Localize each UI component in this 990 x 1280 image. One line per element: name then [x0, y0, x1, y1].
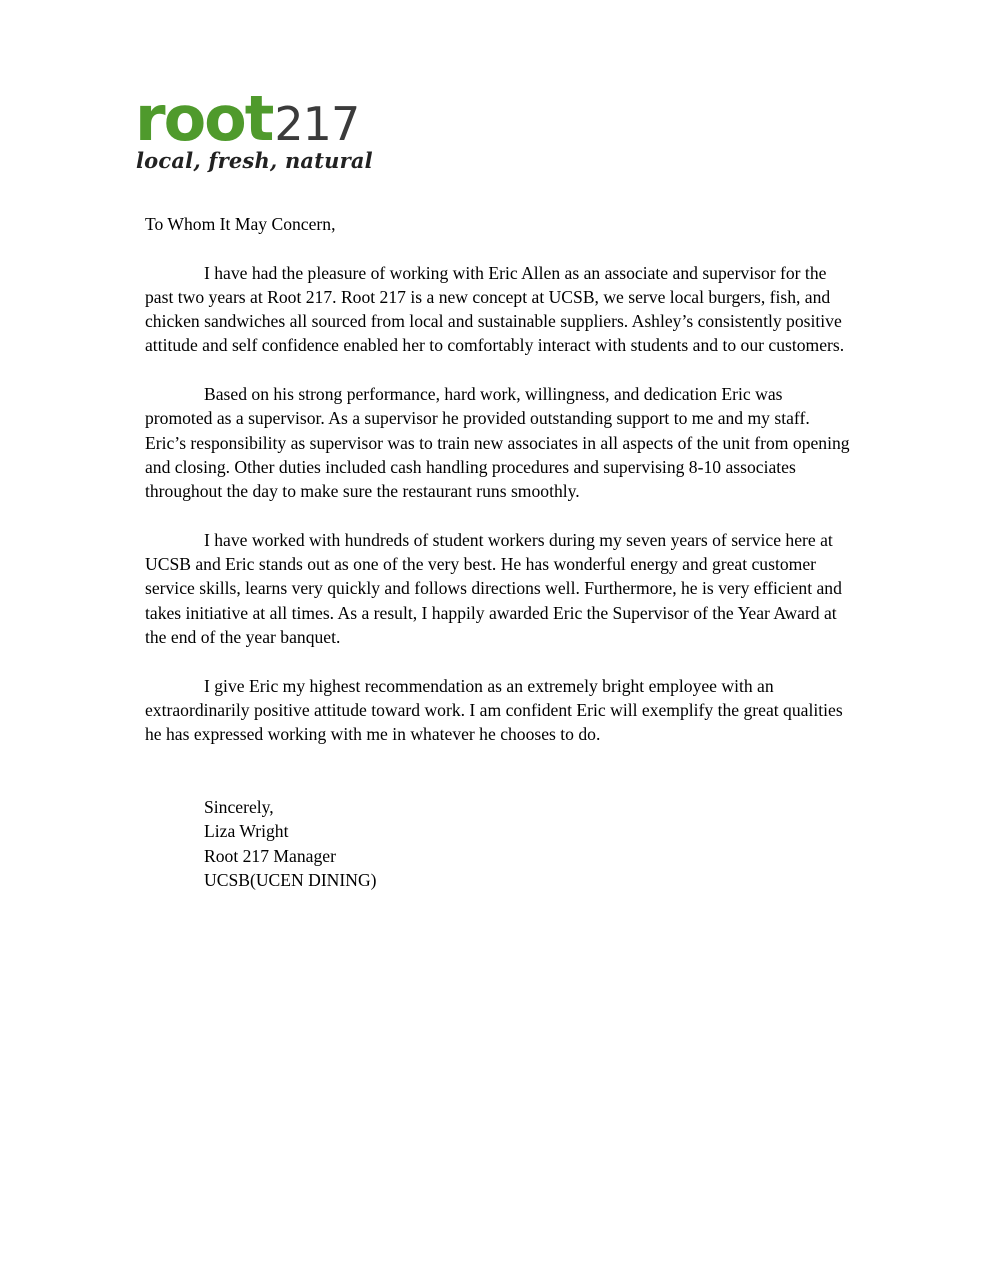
salutation: To Whom It May Concern,: [145, 214, 336, 234]
signer-title: Root 217 Manager: [204, 845, 336, 866]
signer-organization: UCSB(UCEN DINING): [204, 870, 377, 891]
logo-root-text: root: [135, 82, 273, 155]
signer-name: Liza Wright: [204, 821, 289, 842]
closing-line: Sincerely,: [204, 797, 274, 818]
letter-body: [145, 212, 850, 892]
logo-number-text: 217: [274, 97, 360, 151]
root-217-logo: [135, 82, 373, 183]
signature-block: [145, 795, 850, 892]
paragraph-1: I have had the pleasure of working with Eric Allen as an associate and supervisor for the past two years at Root 217. Root 217 is a new concept at UCSB, we serve local burgers, fish, and chicken sandwiches all sourced from local and sustainable suppliers. Ashley’s consistently positive attitude and self confidence enabled her to comfortably interact with students and to our customers.: [145, 262, 845, 356]
logo-tagline: local, fresh, natural: [136, 148, 373, 173]
logo-wordmark: [135, 82, 360, 155]
paragraph-3: I have worked with hundreds of student workers during my seven years of service here at UCSB and Eric stands out as one of the very best. He has wonderful energy and great customer service skills, learns very quickly and follows directions well. Furthermore, he is very efficient and takes initiative at all times. As a result, I happily awarded Eric the Supervisor of the Year Award at the end of the year banquet.: [145, 529, 842, 648]
paragraph-2: Based on his strong performance, hard work, willingness, and dedication Eric was promoted as a supervisor. As a supervisor he provided outstanding support to me and my staff. Eric’s responsibility as supervisor was to train new associates in all aspects of the unit from opening and closing. Other duties included cash handling procedures and supervising 8-10 associates throughout the day to make sure the restaurant runs smoothly.: [145, 384, 850, 502]
paragraph-4: I give Eric my highest recommendation as an extremely bright employee with an extraordinarily positive attitude toward work. I am confident Eric will exemplify the great qualities he has expressed working with me in whatever he chooses to do.: [145, 675, 843, 745]
